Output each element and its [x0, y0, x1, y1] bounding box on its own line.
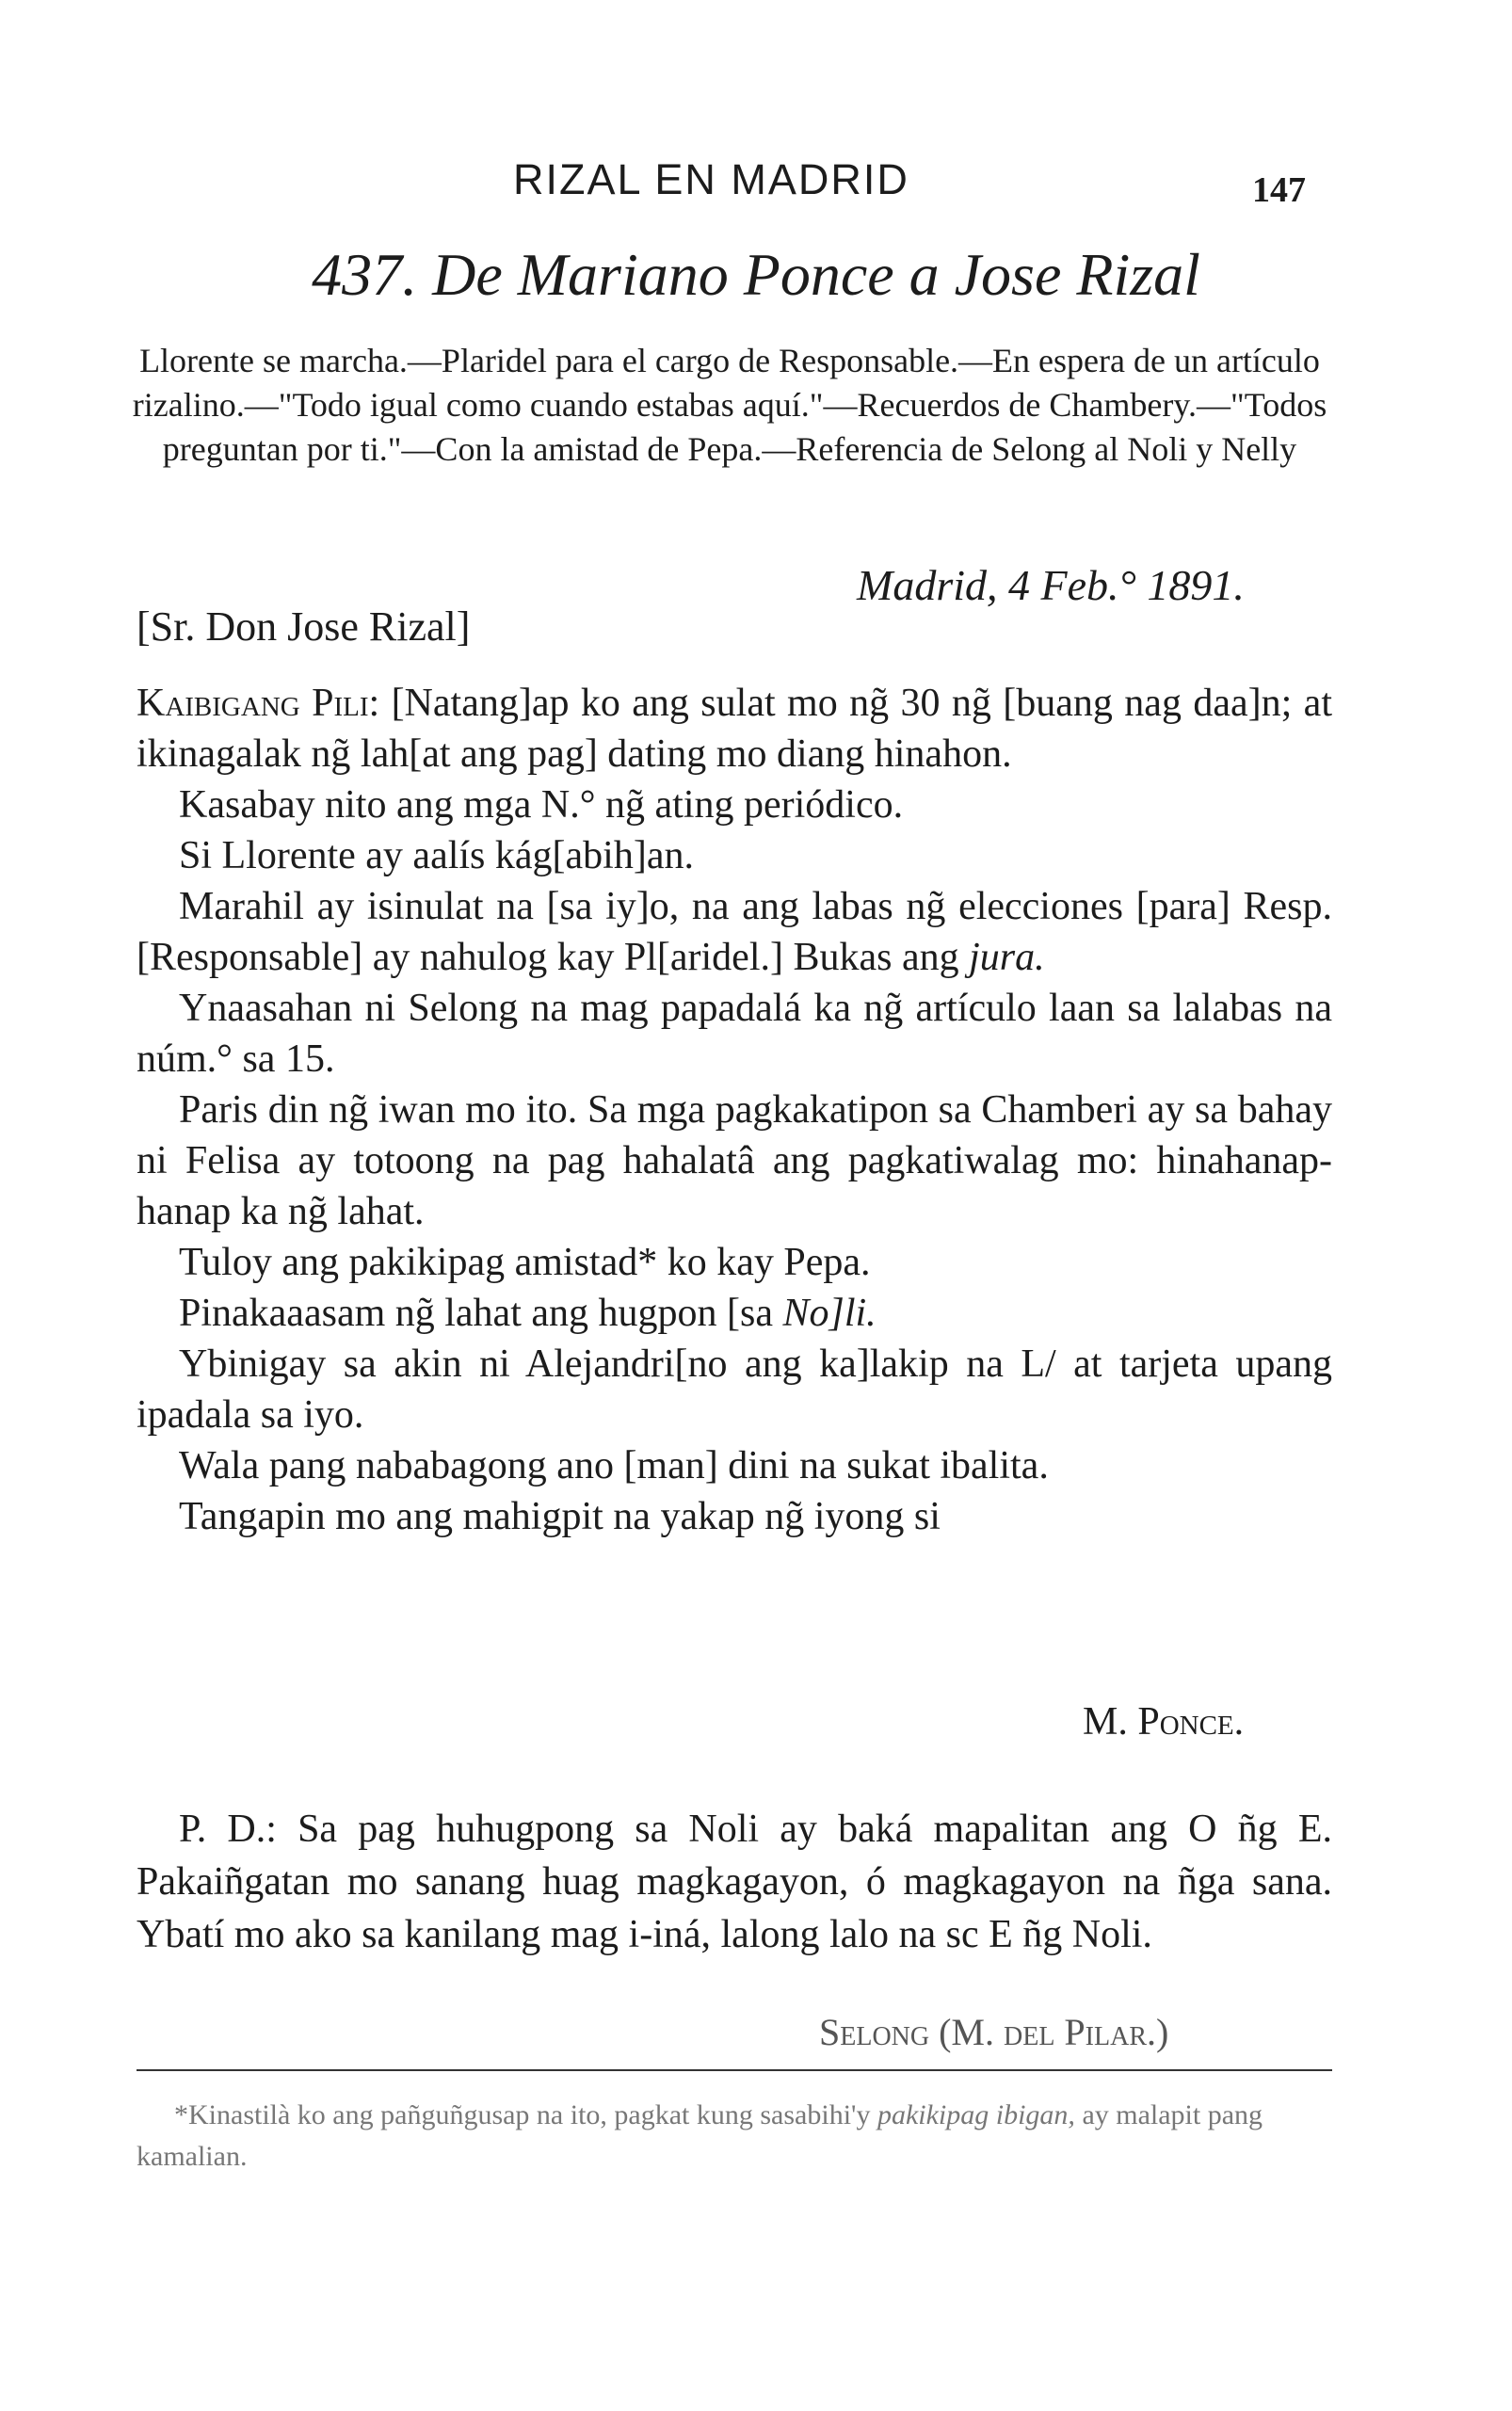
signature: M. Ponce. — [1083, 1700, 1245, 1744]
paragraph-1 — [137, 678, 1332, 780]
paragraph-11: Tangapin mo ang mahigpit na yakap ng̃ iyong si — [179, 1495, 941, 1538]
footnote-divider — [137, 2069, 1332, 2071]
dateline: Madrid, 4 Feb.° 1891. — [857, 561, 1245, 609]
postscript-text: P. D.: Sa pag huhugpong sa Noli ay baká mapalitan ang O ñg E. Pakaiñgatan mo sanang huag magkagayon, ó magkagayon na ñga sana. Ybatí mo ako sa kanilang mag i-iná, lalong lalo na sc E ñg Noli. — [137, 1808, 1332, 1956]
paragraph-4-italic: jura. — [969, 936, 1045, 979]
paragraph-9: Ybinigay sa akin ni Alejandri[no ang ka]lakip na L/ at tarjeta upang ipadala sa iyo. — [137, 1342, 1332, 1437]
paragraph-1-text: : [Natang]ap ko ang sulat mo ng̃ 30 ng̃ [buang nag daa]n; at ikinagalak ng̃ lah[at ang pag] dating mo diang hinahon. — [137, 682, 1332, 776]
footnote — [137, 2095, 1332, 2178]
postscript — [137, 1803, 1332, 1961]
running-title: RIZAL EN MADRID — [513, 155, 909, 203]
footnote-text: *Kinastilà ko ang pañguñgusap na ito, pagkat kung sasabihi'y — [174, 2099, 877, 2130]
paragraph-8-text: Pinakaaasam ng̃ lahat ang hugpon [sa — [179, 1292, 783, 1335]
paragraph-8 — [137, 1288, 1332, 1339]
footnote-rest: ay malapit pang kamalian. — [137, 2099, 1263, 2172]
paragraph-5: Ynaasahan ni Selong na mag papadalá ka ng̃ artículo laan sa lalabas na núm.° sa 15. — [137, 987, 1332, 1081]
page-number: 147 — [1252, 170, 1306, 210]
letter-summary: Llorente se marcha.—Plaridel para el cargo de Responsable.—En espera de un artículo rizalino.—"Todo igual como cuando estabas aquí."—Recuerdos de Chambery.—"Todos preguntan por ti."—Con la amistad de Pepa.—Referencia de Selong al Noli y Nelly — [132, 342, 1327, 468]
salutation: Kaibigang Pili — [137, 682, 369, 725]
paragraph-8-italic: No]li. — [782, 1292, 877, 1335]
paragraph-3: Si Llorente ay aalís kág[abih]an. — [179, 834, 694, 877]
letter-title: 437. De Mariano Ponce a Jose Rizal — [312, 241, 1200, 308]
paragraph-6: Paris din ng̃ iwan mo ito. Sa mga pagkakatipon sa Chamberi ay sa bahay ni Felisa ay totoong na pag hahalatâ ang pagkatiwalag mo: hinahanap-hanap ka ng̃ lahat. — [137, 1088, 1332, 1233]
paragraph-4-text: Marahil ay isinulat na [sa iy]o, na ang labas ng̃ elecciones [para] Resp. [Responsable] ay nahulog kay Pl[aridel.] Bukas ang — [137, 885, 1332, 979]
paragraph-7: Tuloy ang pakikipag amistad* ko kay Pepa. — [179, 1241, 871, 1284]
paragraph-2: Kasabay nito ang mga N.° ng̃ ating periódico. — [179, 783, 904, 827]
paragraph-4 — [137, 881, 1332, 983]
postscript-signature: Selong (M. del Pilar.) — [819, 2011, 1169, 2053]
letter-body — [137, 678, 1332, 1542]
paragraph-10: Wala pang nababagong ano [man] dini na sukat ibalita. — [179, 1444, 1049, 1487]
footnote-italic: pakikipag ibigan, — [877, 2099, 1075, 2130]
addressee: [Sr. Don Jose Rizal] — [137, 603, 471, 650]
